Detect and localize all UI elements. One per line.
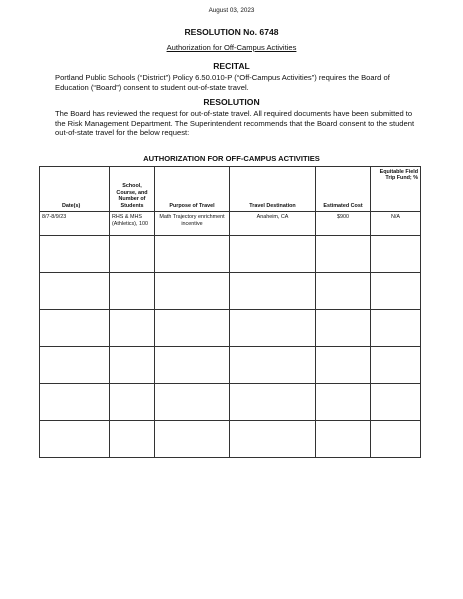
document-date: August 03, 2023 xyxy=(208,7,255,14)
header-dates: Date(s) xyxy=(40,167,110,212)
resolution-subtitle: Authorization for Off-Campus Activities xyxy=(166,43,297,52)
table-row-empty xyxy=(40,384,421,421)
recital-paragraph: Portland Public Schools (“District”) Policy 6.50.010-P (“Off-Campus Activities”) requires the Board of Education (“Board”) consent to student out-of-state travel. xyxy=(55,73,390,92)
resolution-paragraph: The Board has reviewed the request for out-of-state travel. All required documents have been submitted to the Risk Management Department. The Superintendent recommends that the Board consent to the student out-of-state travel for the below request: xyxy=(55,109,415,138)
cell-purpose: Math Trajectory enrichment incentive xyxy=(155,212,230,236)
table-header-row xyxy=(40,167,421,212)
cell-dates: 8/7-8/9/23 xyxy=(40,212,110,236)
table-row-empty xyxy=(40,273,421,310)
cell-destination: Anaheim, CA xyxy=(230,212,316,236)
table-title: AUTHORIZATION FOR OFF-CAMPUS ACTIVITIES xyxy=(143,154,320,163)
authorization-table xyxy=(39,166,421,458)
cell-fund: N/A xyxy=(371,212,421,236)
header-cost: Estimated Cost xyxy=(316,167,371,212)
resolution-heading: RESOLUTION xyxy=(203,97,260,107)
recital-heading: RECITAL xyxy=(213,61,250,71)
table-row-empty xyxy=(40,421,421,458)
table-row-empty xyxy=(40,236,421,273)
header-fund: Equitable Field Trip Fund; % xyxy=(371,167,421,212)
cell-cost: $900 xyxy=(316,212,371,236)
table-row xyxy=(40,212,421,236)
table-row-empty xyxy=(40,347,421,384)
resolution-title: RESOLUTION No. 6748 xyxy=(184,27,279,37)
header-purpose: Purpose of Travel xyxy=(155,167,230,212)
table-row-empty xyxy=(40,310,421,347)
cell-school: RHS & MHS (Athletics), 100 xyxy=(110,212,155,236)
header-school: School, Course, and Number of Students xyxy=(110,167,155,212)
header-destination: Travel Destination xyxy=(230,167,316,212)
